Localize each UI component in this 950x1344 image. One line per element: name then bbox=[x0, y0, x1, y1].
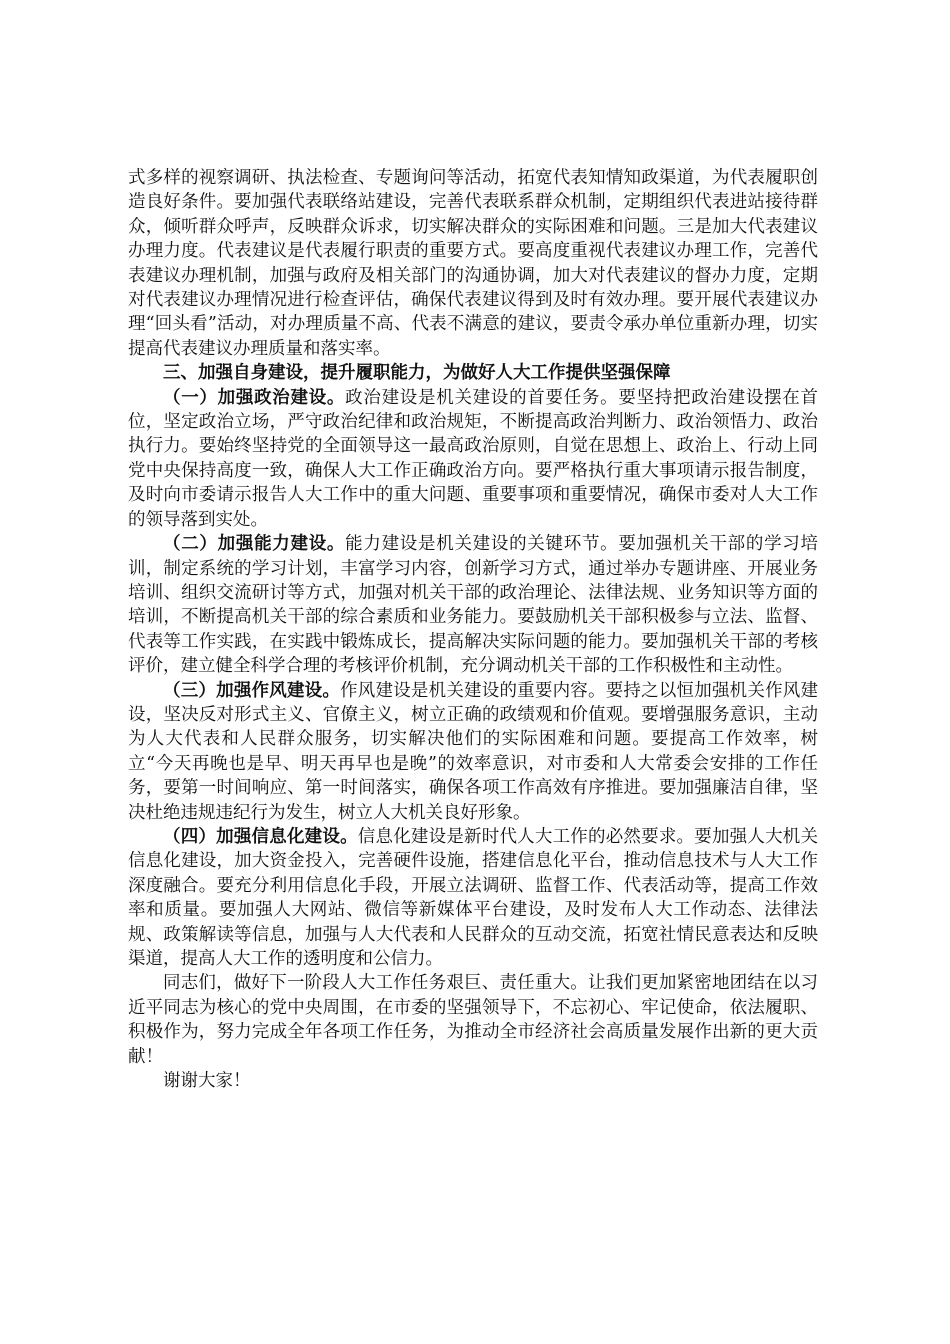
continuation-paragraph: 式多样的视察调研、执法检查、专题询问等活动，拓宽代表知情知政渠道，为代表履职创造良好条件。要加强代表联络站建设，完善代表联系群众机制，定期组织代表进站接待群众，倾听群众呼声，反映群众诉求，切实解决群众的实际困难和问题。三是加大代表建议办理力度。代表建议是代表履行职责的重要方式。要高度重视代表建议办理工作，完善代表建议办理机制，加强与政府及相关部门的沟通协调，加大对代表建议的督办力度，定期对代表建议办理情况进行检查评估，确保代表建议得到及时有效办理。要开展代表建议办理“回头看”活动，对办理质量不高、代表不满意的建议，要责令承办单位重新办理，切实提高代表建议办理质量和落实率。 bbox=[128, 168, 818, 359]
item-text-3: 作风建设是机关建设的重要内容。要持之以恒加强机关作风建设，坚决反对形式主义、官僚主义，树立正确的政绩观和价值观。要增强服务意识，主动为人大代表和人民群众服务，切实解决他们的实际困难和问题。要提高工作效率，树立“今天再晚也是早、明天再早也是晚”的效率意识，对市委和人大常委会安排的工作任务，要第一时间响应、第一时间落实，确保各项工作高效有序推进。要加强廉洁自律，坚决杜绝违规违纪行为发生，树立人大机关良好形象。 bbox=[128, 680, 819, 823]
item-heading-1: （一）加强政治建设。 bbox=[163, 387, 346, 408]
item-paragraph-2 bbox=[128, 532, 818, 678]
thanks-line: 谢谢大家！ bbox=[163, 1071, 251, 1092]
item-heading-2: （二）加强能力建设。 bbox=[163, 534, 346, 555]
item-text-1: 政治建设是机关建设的首要任务。要坚持把政治建设摆在首位，坚定政治立场，严守政治纪律和政治规矩，不断提高政治判断力、政治领悟力、政治执行力。要始终坚持党的全面领导这一最高政治原则，自觉在思想上、政治上、行动上同党中央保持高度一致，确保人大工作正确政治方向。要严格执行重大事项请示报告制度，及时向市委请示报告人大工作中的重大问题、重要事项和重要情况，确保市委对人大工作的领导落到实处。 bbox=[128, 387, 819, 530]
item-paragraph-3 bbox=[128, 679, 818, 825]
section-heading: 三、加强自身建设，提升履职能力，为做好人大工作提供坚强保障 bbox=[163, 363, 671, 384]
item-text-2: 能力建设是机关建设的关键环节。要加强机关干部的学习培训，制定系统的学习计划，丰富学习内容，创新学习方式，通过举办专题讲座、开展业务培训、组织交流研讨等方式，加强对机关干部的政治理论、法律法规、业务知识等方面的培训，不断提高机关干部的综合素质和业务能力。要鼓励机关干部积极参与立法、监督、代表等工作实践，在实践中锻炼成长，提高解决实际问题的能力。要加强机关干部的考核评价，建立健全科学合理的考核评价机制，充分调动机关干部的工作积极性和主动性。 bbox=[128, 534, 819, 677]
document-page bbox=[128, 166, 818, 1093]
item-heading-4: （四）加强信息化建设。 bbox=[163, 826, 358, 847]
closing-paragraph: 同志们，做好下一阶段人大工作任务艰巨、责任重大。让我们更加紧密地团结在以习近平同志为核心的党中央周围，在市委的坚强领导下，不忘初心、牢记使命，依法履职、积极作为，努力完成全年各项工作任务，为推动全市经济社会高质量发展作出新的更大贡献！ bbox=[128, 973, 818, 1067]
item-paragraph-4 bbox=[128, 825, 818, 971]
item-heading-3: （三）加强作风建设。 bbox=[163, 680, 341, 701]
item-text-4: 信息化建设是新时代人大工作的必然要求。要加强人大机关信息化建设，加大资金投入，完善硬件设施，搭建信息化平台，推动信息技术与人大工作深度融合。要充分利用信息化手段，开展立法调研、监督工作、代表活动等，提高工作效率和质量。要加强人大网站、微信等新媒体平台建设，及时发布人大工作动态、法律法规、政策解读等信息，加强与人大代表和人民群众的互动交流，拓宽社情民意表达和反映渠道，提高人大工作的透明度和公信力。 bbox=[128, 826, 819, 969]
item-paragraph-1 bbox=[128, 386, 818, 532]
